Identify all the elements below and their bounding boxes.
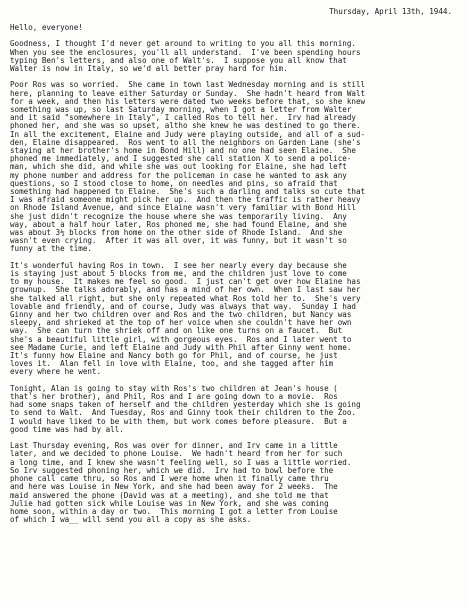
letter-line: something was up, so last Saturday morning, when I got a letter from Walter [10, 106, 352, 114]
letter-line: of which I wa__ will send you all a copy as she asks. [10, 516, 252, 525]
letter-line: Poor Ros was so worried. She came in town last Wednesday morning and is still [10, 81, 366, 90]
letter-line: a long time, and I knew she wasn't feeling well, so I was a little worried. [10, 458, 352, 467]
paragraph-gap [10, 32, 460, 40]
letter-line: sleepy, and shrieked at the top of her voice when she couldn't have her own [10, 319, 352, 328]
letter-line: to my house. It makes me feel so good. I just can't get over how Elaine has [10, 278, 361, 287]
paragraph-gap [10, 254, 460, 262]
letter-line: phone call came thru, so Ros and I were home when it finally came thru [10, 475, 329, 484]
letter-line: funny at the time. [10, 245, 92, 254]
letter-line: questions, so I stood close to home, on needles and pins, so afraid that [10, 179, 338, 188]
letter-line: It's funny how Elaine and Nancy both go for Phil, and of course, he just [10, 352, 338, 361]
letter-line: phoned me immediately, and I suggested she call station X to send a police- [10, 155, 352, 164]
letter-line: grownup. She talks adorably, and has a mind of her own. When I last saw her [10, 286, 361, 295]
letter-paragraph [10, 385, 460, 434]
letter-body [10, 24, 460, 524]
letter-line: had some snaps taken of herself and the children yesterday which she is going [10, 401, 361, 410]
letter-line: see Madame Curie, and left Elaine and Judy with Phil after Ginny went home. [10, 343, 352, 352]
letter-line: later, and we decided to phone Louise. We hadn't heard from her for such [10, 450, 343, 459]
letter-line: that's her brother), and Phil, Ros and I are going down to a movie. Ros [10, 393, 338, 402]
letter-line: I would have liked to be with them, but work comes before pleasure. But a [10, 417, 347, 426]
letter-date: Thursday, April 13th, 1944. [329, 7, 452, 16]
letter-line: wasn't even crying. After it was all over, it was funny, but it wasn't so [10, 237, 347, 246]
letter-line: typing Ben's letters, and also one of Walt's. I suppose you all know that [10, 56, 347, 65]
letter-line: man, which she did, and while she was out looking for Elaine, she had left [10, 163, 347, 172]
letter-line: to send to Walt. And Tuesday, Ros and Ginny took their children to the Zoo. [10, 409, 356, 418]
letter-line: phoned her, and she was so upset, altho she knew he was destined to go there. [10, 122, 361, 131]
letter-paragraph [10, 442, 460, 524]
letter-line: Walter is now in Italy, so we'd all better pray hard for him. [10, 65, 288, 73]
letter-line: good time was had by all. [10, 425, 124, 434]
letter-line: Ginny and her two children over and Ros and the two children, but Nancy was [10, 311, 352, 320]
letter-line: loves it. Alan fell in love with Elaine, too, and she tagged after him [10, 360, 334, 369]
letter-line: staying at her brother's home in Bond Hill) and no one had seen Elaine. She [10, 147, 356, 156]
letter-line: on Rhode Island Avenue, and since Elaine wasn't very familiar with Bond Hill [10, 204, 356, 213]
paragraph-gap [10, 434, 460, 442]
letter-line: When you see the enclosures, you'll all understand. I've been spending hours [10, 48, 361, 57]
letter-line: she talked all right, but she only repeated what Ros told her to. She's very [10, 294, 361, 303]
letter-line: and it said "somewhere in Italy", I called Ros to tell her. Irv had already [10, 114, 356, 123]
letter-paragraphs [10, 40, 460, 524]
letter-line: she's a beautiful little girl, with gorgeous eyes. Ros and I later went to [10, 335, 352, 344]
letter-line: It's wonderful having Ros in town. I see her nearly every day because she [10, 261, 347, 270]
letter-line: lovable and friendly, and of course, Judy was always that way. Sunday I had [10, 302, 356, 311]
letter-line: Last Thursday evening, Ros was over for dinner, and Irv came in a little [10, 442, 338, 451]
paragraph-gap [10, 73, 460, 81]
letter-paragraph [10, 81, 460, 253]
letter-line: here, planning to leave either Saturday or Sunday. She hadn't heard from Walt [10, 89, 366, 98]
letter-line: den, Elaine disappeared. Ros went to all the neighbors on Garden Lane (she's [10, 138, 361, 147]
paragraph-gap [10, 377, 460, 385]
letter-line: is staying just about 5 blocks from me, and the children just love to come [10, 270, 347, 279]
letter-greeting: Hello, everyone! [10, 24, 83, 32]
letter-line: way. She can turn the shriek off and on like one turns on a faucet. But [10, 327, 343, 336]
letter-paragraph [10, 262, 460, 377]
letter-line: Goodness, I thought I'd never get around to writing to you all this morning. [10, 40, 356, 49]
letter-line: maid answered the phone (David was at a meeting), and she told me that [10, 491, 329, 500]
letter-line: way, about a half hour later, Ros phoned me, she had found Elaine, and she [10, 220, 347, 229]
letter-line: So Irv suggested phoning her, which we did. Irv had to bowl before the [10, 466, 334, 475]
letter-line: something had happened to Elaine. She's such a darling and talks so cute that [10, 188, 366, 197]
letter-line: was about 3½ blocks from home on the other side of Rhode Island. And she [10, 229, 343, 238]
letter-line: home soon, within a day or two. This morning I got a letter from Louise [10, 507, 338, 516]
letter-line: Julie had gotten sick while Louise was in New York, and she was coming [10, 499, 329, 508]
letter-line: Tonight, Alan is going to stay with Ros's two children at Jean's house ( [10, 384, 338, 393]
letter-line: she just didn't recognize the house where she was temporarily living. Any [10, 212, 347, 221]
letter-line: and here was Louise in New York, and she had been away for 2 weeks. The [10, 483, 338, 492]
letter-line: every where he went. [10, 368, 102, 377]
letter-line: my phone number and address for the policeman in case he wanted to ask any [10, 171, 347, 180]
letter-line: In all the excitement, Elaine and Judy were playing outside, and all of a sud- [10, 130, 366, 139]
letter-line: for a week, and then his letters were dated two weeks before that, so she knew [10, 97, 366, 106]
letter-paragraph [10, 40, 460, 73]
letter-line: I was afraid someone might pick her up. And then the traffic is rather heavy [10, 196, 361, 205]
